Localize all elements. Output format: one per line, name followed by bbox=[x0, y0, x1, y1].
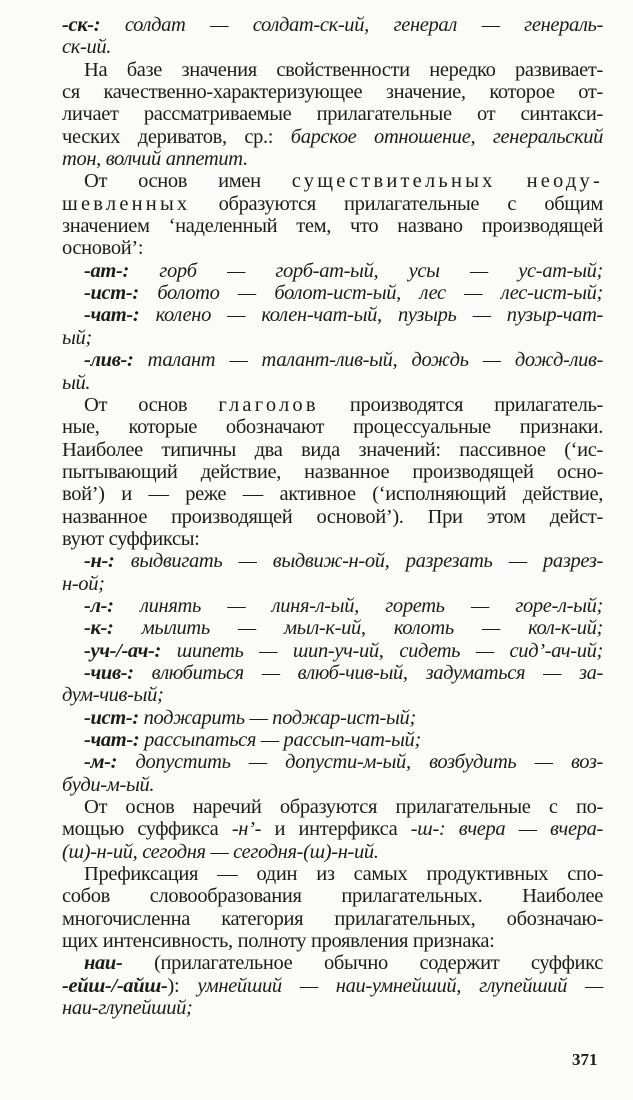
text-segment: вой’) и — реже — активное (‘исполняющий действие, bbox=[62, 483, 603, 506]
text-segment: От основ имен bbox=[84, 170, 292, 193]
text-segment: существительных bbox=[291, 170, 496, 193]
text-segment: горб — горб-ат-ый, усы — ус-ат-ый; bbox=[128, 259, 603, 282]
text-line bbox=[62, 416, 603, 438]
text-segment: значением ‘наделенный тем, что названо производящей bbox=[62, 215, 603, 238]
text-segment: От основ наречий образуются прилагательные с по- bbox=[84, 796, 603, 819]
text-segment: ): bbox=[167, 974, 198, 997]
text-segment: названное производящей основой’). При этом дейст- bbox=[62, 505, 603, 528]
text-segment: шипеть — шип-уч-ий, сидеть — сид’-ач-ий; bbox=[160, 639, 603, 662]
text-line bbox=[62, 282, 603, 304]
text-line bbox=[62, 193, 603, 215]
text-segment: шевленных bbox=[62, 192, 191, 215]
text-line bbox=[62, 483, 603, 505]
text-segment: болото — болот-ист-ый, лес — лес-ист-ый; bbox=[138, 282, 603, 305]
text-segment: -ист-: bbox=[84, 706, 139, 729]
text-line bbox=[62, 997, 603, 1019]
text-segment: (ш)-н-ий, сегодня — сегодня-(ш)-н-ий. bbox=[62, 840, 379, 863]
text-segment: барское отношение, генеральский bbox=[290, 125, 603, 148]
text-segment: щих интенсивность, полноту проявления признака: bbox=[62, 930, 495, 953]
text-segment: -лив-: bbox=[84, 349, 134, 372]
text-segment: ся качественно-характеризующее значение, которое от- bbox=[62, 81, 603, 104]
text-line bbox=[62, 528, 603, 550]
text-segment: -ист-: bbox=[84, 282, 139, 305]
text-line bbox=[62, 863, 603, 885]
text-segment bbox=[445, 818, 458, 840]
page-text bbox=[62, 14, 603, 1019]
text-line bbox=[62, 461, 603, 483]
text-line bbox=[62, 260, 603, 282]
text-segment: ск-ий. bbox=[62, 36, 112, 59]
text-segment: наи- bbox=[84, 952, 123, 975]
text-line bbox=[62, 774, 603, 796]
text-line bbox=[62, 975, 603, 997]
text-segment: глаголов bbox=[218, 393, 319, 416]
text-segment: талант — талант-лив-ый, дождь — дожд-лив- bbox=[133, 349, 603, 372]
text-line bbox=[62, 930, 603, 952]
text-line bbox=[62, 506, 603, 528]
text-segment: пытывающий действие, названное производящей осно- bbox=[62, 460, 603, 483]
text-segment: допустить — допусти-м-ый, возбудить — воз- bbox=[117, 751, 603, 774]
text-segment: -ат-: bbox=[84, 259, 129, 282]
text-segment: -ск-: bbox=[62, 14, 101, 36]
text-segment: ый; bbox=[62, 326, 92, 349]
text-line bbox=[62, 81, 603, 103]
text-line bbox=[62, 707, 603, 729]
text-line bbox=[62, 908, 603, 930]
text-segment: н-ой; bbox=[62, 572, 105, 595]
text-segment: -н’- bbox=[231, 818, 262, 841]
text-line bbox=[62, 841, 603, 863]
text-segment: производятся прилагатель- bbox=[318, 393, 603, 416]
text-segment: личает рассматриваемые прилагательные от синтакси- bbox=[62, 103, 603, 126]
text-segment: -чат-: bbox=[84, 729, 140, 751]
text-line bbox=[62, 818, 603, 840]
text-segment bbox=[496, 170, 527, 192]
text-segment: От основ bbox=[84, 393, 219, 416]
text-segment: -ейш-/-айш- bbox=[62, 974, 168, 997]
text-segment: -м-: bbox=[84, 751, 118, 774]
text-line bbox=[62, 372, 603, 394]
text-segment: рассыпаться — рассып-чат-ый; bbox=[139, 729, 421, 751]
text-segment: ные, которые обозначают процессуальные признаки. bbox=[62, 416, 603, 439]
text-segment: образуются прилагательные с общим bbox=[190, 192, 603, 215]
text-segment: Префиксация — один из самых продуктивных спо- bbox=[84, 863, 603, 886]
text-segment: основой’: bbox=[62, 237, 144, 260]
text-line bbox=[62, 103, 603, 125]
text-line bbox=[62, 952, 603, 974]
text-segment: неоду- bbox=[526, 170, 603, 193]
text-segment: -чив-: bbox=[84, 661, 134, 684]
text-line bbox=[62, 751, 603, 773]
text-segment: наи-глупейший; bbox=[62, 997, 193, 1020]
text-line bbox=[62, 550, 603, 572]
text-segment: умнейший — наи-умнейший, глупейший — bbox=[197, 974, 603, 997]
text-segment: многочисленна категория прилагательных, обозначаю- bbox=[62, 907, 603, 930]
text-segment: мощью суффикса bbox=[62, 818, 232, 841]
text-segment: -н-: bbox=[84, 550, 115, 573]
text-line bbox=[62, 394, 603, 416]
text-line bbox=[62, 729, 603, 751]
text-line bbox=[62, 796, 603, 818]
text-segment: -ш-: bbox=[410, 818, 446, 841]
text-segment: тон, волчий аппетит. bbox=[62, 148, 248, 171]
text-line bbox=[62, 573, 603, 595]
page-number: 371 bbox=[572, 1050, 598, 1069]
text-segment: линять — линя-л-ый, гореть — горе-л-ый; bbox=[113, 594, 603, 617]
text-segment: мылить — мыл-к-ий, колоть — кол-к-ий; bbox=[113, 617, 603, 640]
text-segment: собов словообразования прилагательных. Наиболее bbox=[62, 885, 603, 908]
text-segment: На базе значения свойственности нередко развивает- bbox=[84, 58, 603, 81]
text-line bbox=[62, 126, 603, 148]
text-segment: буди-м-ый. bbox=[62, 773, 155, 796]
text-segment: вчера — вчера- bbox=[458, 818, 603, 841]
text-line bbox=[62, 349, 603, 371]
text-line bbox=[62, 36, 603, 58]
text-line bbox=[62, 617, 603, 639]
text-segment: поджарить — поджар-ист-ый; bbox=[138, 706, 416, 729]
text-segment: ческих дериватов, ср.: bbox=[62, 125, 291, 148]
text-line bbox=[62, 170, 603, 192]
text-line bbox=[62, 684, 603, 706]
text-segment: колено — колен-чат-ый, пузырь — пузыр-чат- bbox=[139, 304, 603, 327]
text-segment: -чат-: bbox=[84, 304, 140, 327]
text-line bbox=[62, 595, 603, 617]
text-line bbox=[62, 14, 603, 36]
text-segment: вуют суффиксы: bbox=[62, 527, 200, 550]
text-line bbox=[62, 237, 603, 259]
text-line bbox=[62, 439, 603, 461]
text-line bbox=[62, 662, 603, 684]
text-segment: (прилагательное обычно содержит суффикс bbox=[122, 952, 603, 975]
text-segment: дум-чив-ый; bbox=[62, 684, 164, 707]
text-line bbox=[62, 304, 603, 326]
text-line bbox=[62, 327, 603, 349]
text-segment: -л-: bbox=[84, 594, 114, 617]
text-segment: солдат — солдат-ск-ий, генерал — генераль- bbox=[100, 14, 603, 36]
text-line bbox=[62, 59, 603, 81]
text-segment: Наиболее типичны два вида значений: пассивное (‘ис- bbox=[62, 438, 603, 461]
text-segment: ый. bbox=[62, 371, 91, 394]
text-line bbox=[62, 640, 603, 662]
text-line bbox=[62, 148, 603, 170]
text-segment: выдвигать — выдвиж-н-ой, разрезать — разрез- bbox=[114, 550, 603, 573]
text-segment: -уч-/-ач-: bbox=[84, 639, 161, 662]
text-segment: -к-: bbox=[84, 617, 114, 640]
text-segment: и интерфикса bbox=[261, 818, 411, 841]
text-line bbox=[62, 885, 603, 907]
text-segment: влюбиться — влюб-чив-ый, задуматься — за- bbox=[133, 661, 603, 684]
text-line bbox=[62, 215, 603, 237]
